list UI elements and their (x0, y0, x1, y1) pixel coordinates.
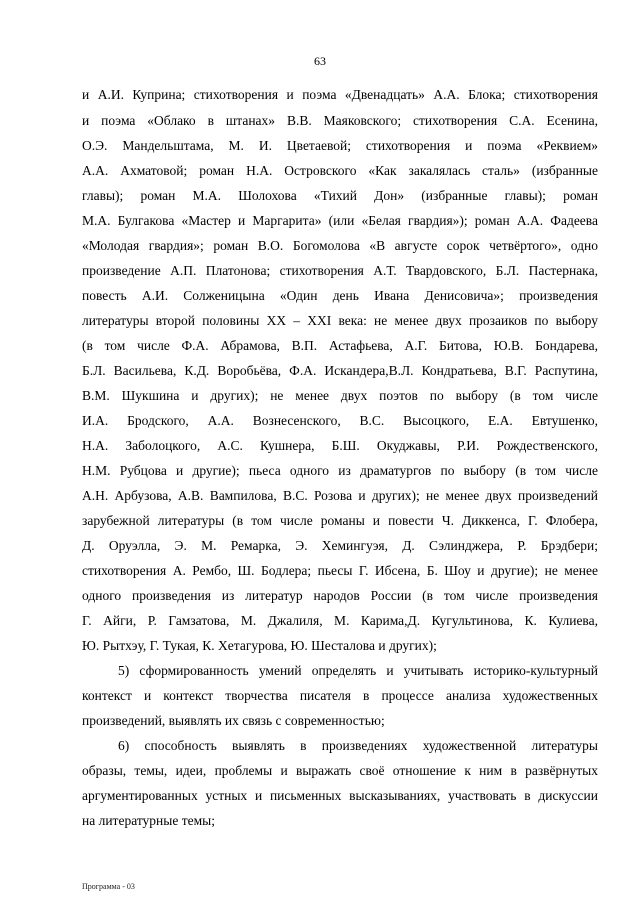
page-number: 63 (314, 54, 326, 68)
text-line: Н.А. Заболоцкого, А.С. Кушнера, Б.Ш. Окуджавы, Р.И. Рождественского, (82, 438, 598, 453)
text-line: произведений, выявлять их связь с современностью; (82, 713, 385, 728)
text-line: на литературные темы; (82, 813, 215, 828)
text-line: одного произведения из литератур народов России (в том числе произведения (82, 588, 598, 603)
text-line: главы); роман М.А. Шолохова «Тихий Дон» (избранные главы); роман (82, 188, 598, 203)
paragraph-6-first-line: 6) способность выявлять в произведениях художественной литературы (118, 738, 598, 753)
text-line: (в том числе Ф.А. Абрамова, В.П. Астафьева, А.Г. Битова, Ю.В. Бондарева, (82, 338, 598, 353)
text-line: и А.И. Куприна; стихотворения и поэма «Двенадцать» А.А. Блока; стихотворения (82, 87, 598, 102)
text-line: Д. Оруэлла, Э. М. Ремарка, Э. Хемингуэя, Д. Сэлинджера, Р. Брэдбери; (82, 538, 598, 553)
text-line: аргументированных устных и письменных высказываниях, участвовать в дискуссии (82, 788, 598, 803)
text-line: повесть А.И. Солженицына «Один день Ивана Денисовича»; произведения (82, 288, 598, 303)
footer-label: Программа - 03 (82, 882, 135, 891)
text-line: и поэма «Облако в штанах» В.В. Маяковского; стихотворения С.А. Есенина, (82, 113, 598, 128)
text-line: Н.М. Рубцова и другие); пьеса одного из драматургов по выбору (в том числе (82, 463, 598, 478)
text-line: А.А. Ахматовой; роман Н.А. Островского «Как закалялась сталь» (избранные (82, 163, 598, 178)
paragraph-5-first-line: 5) сформированность умений определять и учитывать историко-культурный (118, 663, 598, 678)
text-line: литературы второй половины XX – XXI века: не менее двух прозаиков по выбору (82, 313, 598, 328)
text-line: образы, темы, идеи, проблемы и выражать своё отношение к ним в развёрнутых (82, 763, 598, 778)
text-line: Б.Л. Васильева, К.Д. Воробьёва, Ф.А. Искандера,В.Л. Кондратьева, В.Г. Распутина, (82, 363, 598, 378)
text-line: А.Н. Арбузова, А.В. Вампилова, В.С. Розова и других); не менее двух произведений (82, 488, 598, 503)
text-line: М.А. Булгакова «Мастер и Маргарита» (или «Белая гвардия»); роман А.А. Фадеева (82, 213, 598, 228)
text-line: стихотворения А. Рембо, Ш. Бодлера; пьесы Г. Ибсена, Б. Шоу и другие); не менее (82, 563, 598, 578)
text-line: О.Э. Мандельштама, М. И. Цветаевой; стихотворения и поэма «Реквием» (82, 138, 598, 153)
text-line: контекст и контекст творчества писателя в процессе анализа художественных (82, 688, 598, 703)
text-line: произведение А.П. Платонова; стихотворения А.Т. Твардовского, Б.Л. Пастернака, (82, 263, 598, 278)
text-line: «Молодая гвардия»; роман В.О. Богомолова «В августе сорок четвёртого», одно (82, 238, 598, 253)
text-line: зарубежной литературы (в том числе романы и повести Ч. Диккенса, Г. Флобера, (82, 513, 598, 528)
text-line: Ю. Рытхэу, Г. Тукая, К. Хетагурова, Ю. Шесталова и других); (82, 638, 437, 653)
text-line: Г. Айги, Р. Гамзатова, М. Джалиля, М. Карима,Д. Кугультинова, К. Кулиева, (82, 613, 598, 628)
text-line: В.М. Шукшина и других); не менее двух поэтов по выбору (в том числе (82, 388, 598, 403)
text-line: И.А. Бродского, А.А. Вознесенского, В.С. Высоцкого, Е.А. Евтушенко, (82, 413, 598, 428)
